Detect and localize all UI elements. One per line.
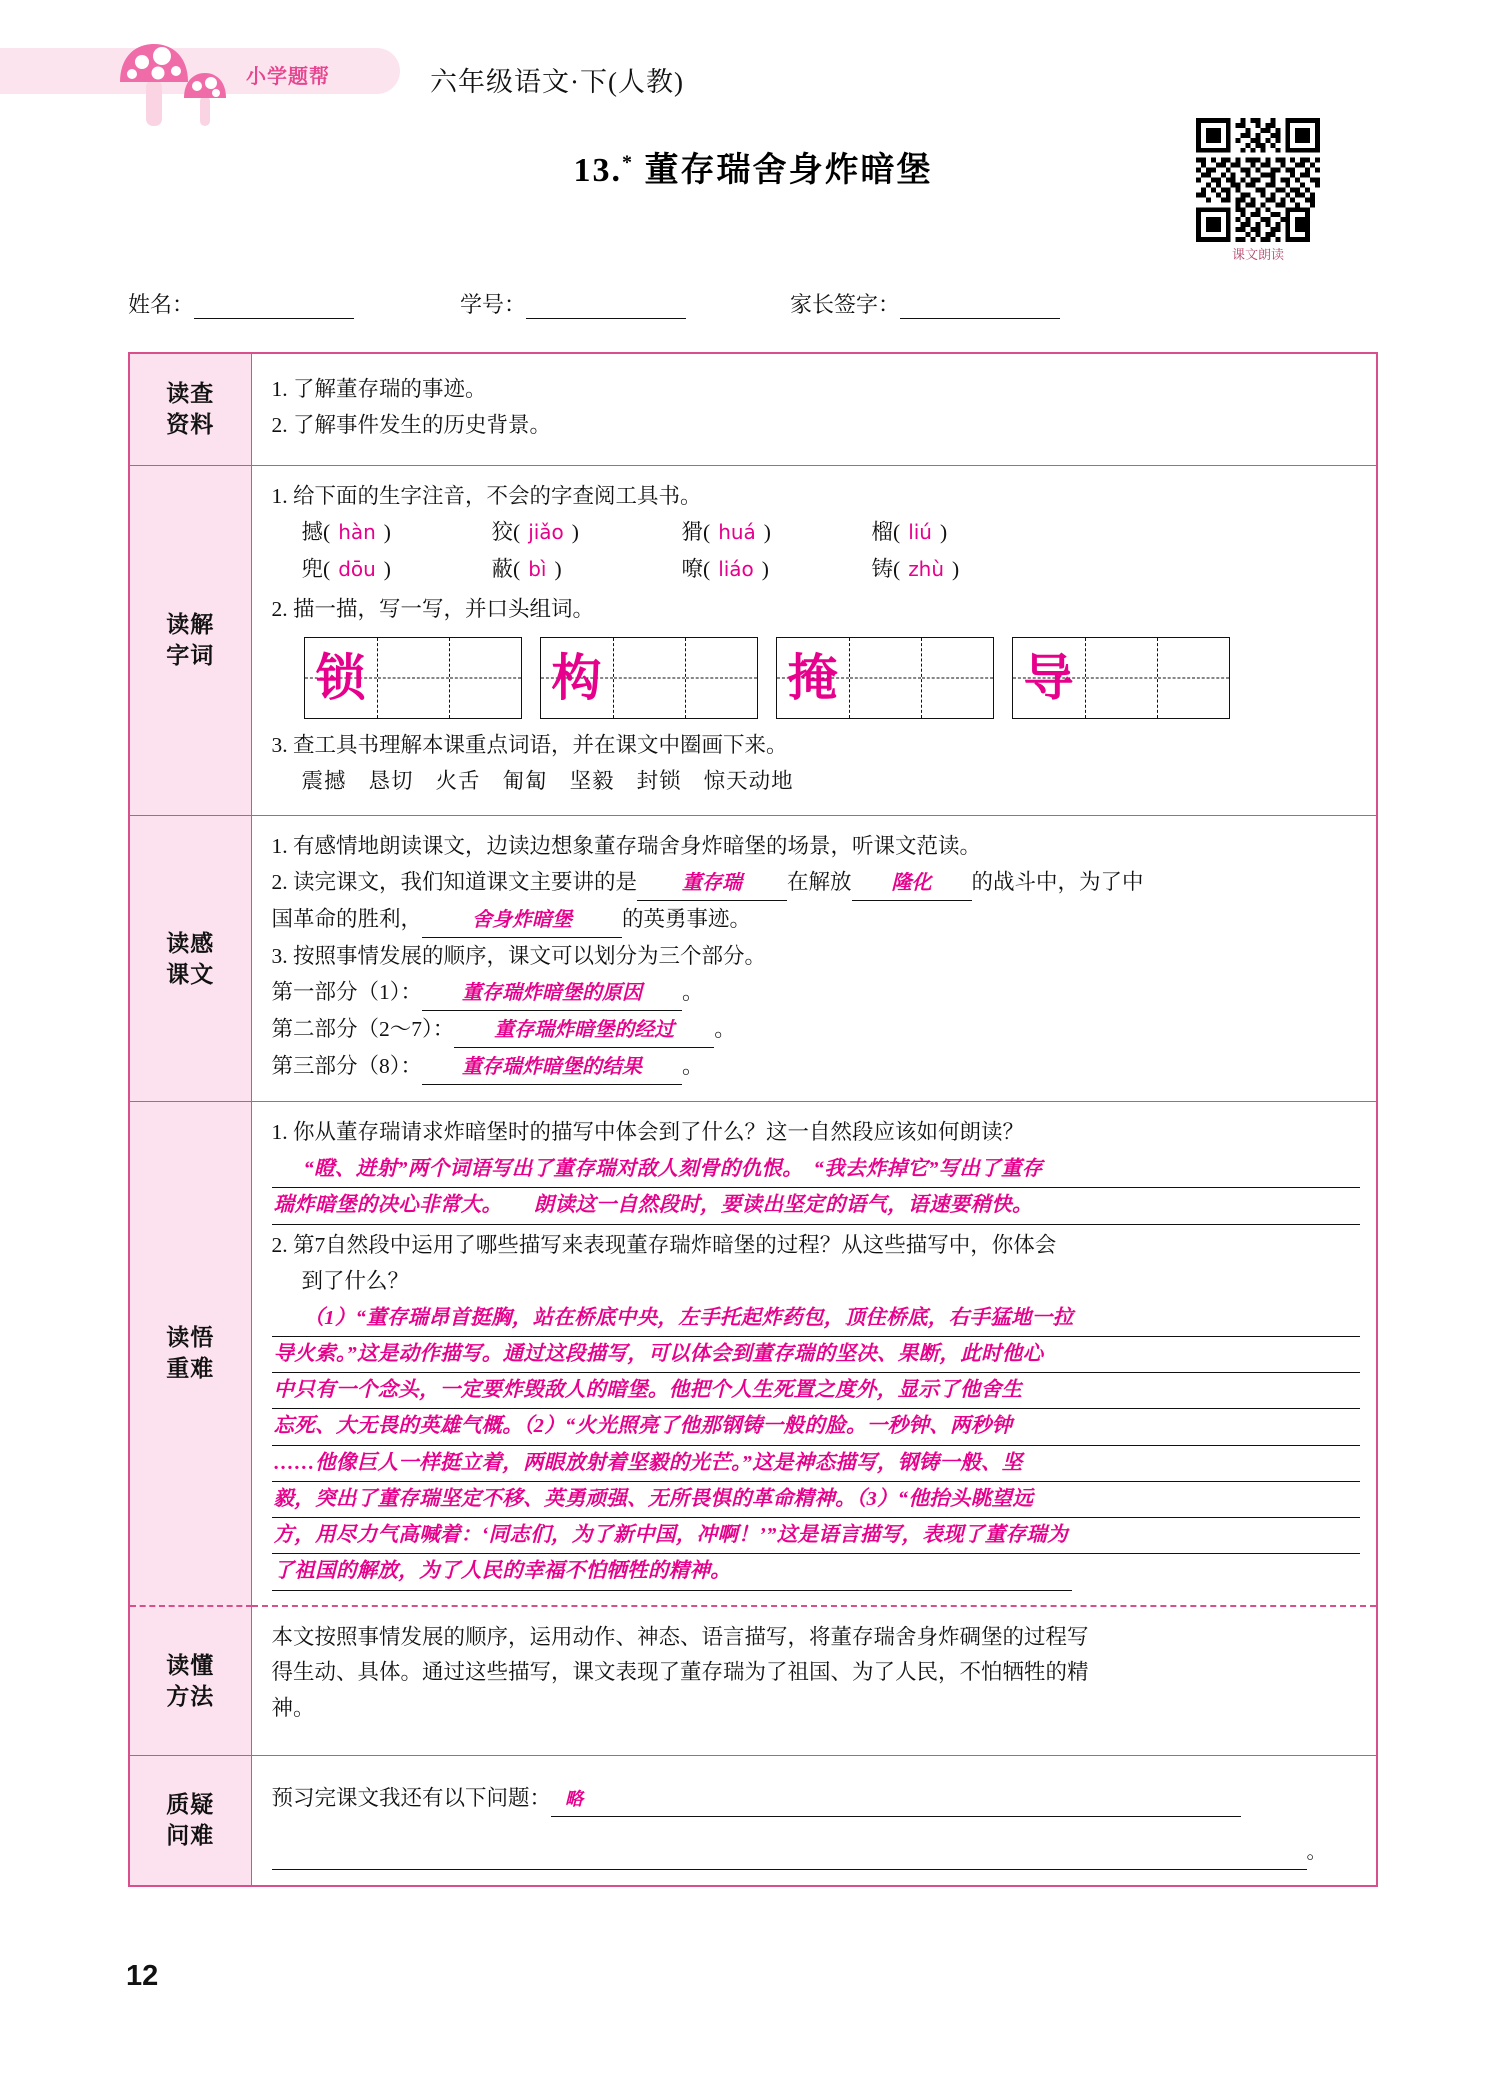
answer-blank[interactable] (422, 903, 622, 938)
label-line-1: 读感 (166, 929, 215, 956)
tianzige-box[interactable] (304, 637, 522, 719)
pinyin-item[interactable]: 蔽( bì ) (491, 557, 562, 582)
tianzige-cell (377, 638, 449, 718)
tianzige-cell (1085, 638, 1157, 718)
tianzige-cell (541, 638, 613, 718)
part-tail: 。 (714, 1017, 736, 1042)
table-row (129, 1606, 1377, 1756)
mushroom-large-icon (118, 40, 190, 126)
answer-blank[interactable] (637, 866, 787, 901)
label-line-2: 字词 (166, 642, 215, 669)
label-line-2: 重难 (166, 1355, 215, 1382)
question-text: 2. 描一描，写一写，并口头组词。 (271, 597, 595, 622)
handwritten-answer-line[interactable]: 瑞炸暗堡的决心非常大。 朗读这一自然段时，要读出坚定的语气，语速要稍快。 (272, 1188, 1361, 1224)
label-line-2: 问难 (166, 1822, 215, 1849)
section-label-reading-feel (129, 816, 251, 1102)
hanzi: 蔽 (491, 557, 514, 582)
table-row (129, 1756, 1377, 1886)
label-line-2: 方法 (166, 1682, 215, 1709)
task-item: 2. 了解事件发生的历史背景。 (271, 413, 552, 438)
lesson-number: 13. (573, 152, 622, 189)
hanzi: 猾 (681, 520, 704, 545)
hanzi: 狡 (491, 520, 514, 545)
question-prompt: 预习完课文我还有以下问题： (271, 1786, 552, 1810)
tianzige-cell (613, 638, 685, 718)
part-tail: 。 (682, 1054, 704, 1079)
pinyin-item[interactable]: 嘹( liáo ) (681, 557, 769, 582)
hanzi: 嘹 (681, 557, 704, 582)
pinyin-answer: dōu (338, 557, 376, 582)
handwritten-answer-line[interactable]: 忘死、大无畏的英雄气概。（2）“火光照亮了他那钢铸一般的脸。一秒钟、两秒钟 (272, 1409, 1361, 1445)
answer-text: 董存瑞 (682, 872, 743, 895)
page-number: 12 (126, 1960, 159, 1992)
name-field[interactable] (128, 288, 354, 319)
pinyin-item[interactable]: 榴( liú ) (871, 520, 948, 545)
question-part: 的英勇事迹。 (622, 907, 752, 932)
tianzige-cell (1157, 638, 1229, 718)
section-body-vocabulary (251, 465, 1377, 816)
section-label-vocabulary (129, 465, 251, 816)
handwritten-answer-line[interactable]: 毅，突出了董存瑞坚定不移、英勇顽强、无所畏惧的革命精神。（3）“他抬头眺望远 (272, 1482, 1361, 1518)
question-text: 3. 按照事情发展的顺序，课文可以划分为三个部分。 (271, 944, 767, 969)
pinyin-answer: bì (528, 557, 547, 582)
question-part: 的战斗中，为了中 (971, 870, 1144, 895)
tianzige-cell (921, 638, 993, 718)
name-input-line[interactable] (194, 292, 354, 319)
question-text-cont: 到了什么？ (301, 1268, 410, 1293)
fill-in-question-cont (272, 903, 1361, 938)
part-label: 第一部分（1）： (271, 980, 423, 1005)
table-row (129, 465, 1377, 816)
key-word: 火舌 (435, 769, 481, 794)
answer-text: 隆化 (891, 872, 932, 895)
hanzi: 榴 (871, 520, 894, 545)
section-body-key-points (251, 1102, 1377, 1606)
handwritten-answer-line[interactable]: 了祖国的解放，为了人民的幸福不怕牺牲的精神。 (272, 1554, 1072, 1590)
method-line: 得生动、具体。通过这些描写，课文表现了董存瑞为了祖国、为了人民，不怕牺牲的精 (271, 1660, 1089, 1685)
label-line-1: 读解 (166, 611, 215, 638)
pinyin-row-1 (272, 516, 1361, 550)
name-label: 姓名： (128, 292, 195, 317)
section-label-reading-research (129, 353, 251, 465)
section-body-reading-research (251, 353, 1377, 465)
section-body-questions (251, 1756, 1377, 1886)
section-label-questions (129, 1756, 251, 1886)
book-title: 六年级语文·下(人教) (430, 67, 684, 97)
pinyin-answer: liú (908, 520, 932, 545)
key-word: 封锁 (636, 769, 682, 794)
question-part: 2. 读完课文，我们知道课文主要讲的是 (271, 870, 638, 895)
pinyin-answer: zhù (908, 557, 945, 582)
tianzige-cell (1013, 638, 1085, 718)
tianzige-cell (777, 638, 849, 718)
task-item: 1. 了解董存瑞的事迹。 (271, 377, 487, 402)
pinyin-answer: liáo (718, 557, 754, 582)
question-prompt-row (272, 1782, 1361, 1817)
trace-char: 掩 (787, 649, 838, 706)
trace-char: 构 (551, 649, 602, 706)
answer-text: 舍身炸暗堡 (472, 909, 573, 932)
student-id-label: 学号： (460, 292, 527, 317)
section-body-reading-feel (251, 816, 1377, 1102)
question-part: 在解放 (787, 870, 852, 895)
handwritten-answer-line[interactable]: （1）“董存瑞昂首挺胸，站在桥底中央，左手托起炸药包，顶住桥底，右手猛地一拉 (272, 1301, 1361, 1337)
pinyin-item[interactable]: 铸( zhù ) (871, 557, 960, 582)
method-line: 本文按照事情发展的顺序，运用动作、神态、语言描写，将董存瑞舍身炸碉堡的过程写 (271, 1624, 1089, 1649)
label-line-1: 质疑 (166, 1791, 215, 1818)
hanzi: 铸 (871, 557, 894, 582)
trace-char: 导 (1023, 649, 1074, 706)
question-text: 2. 第7自然段中运用了哪些描写来表现董存瑞炸暗堡的过程？从这些描写中，你体会 (271, 1232, 1057, 1257)
parent-signature-label: 家长签字： (790, 292, 901, 317)
question-text: 3. 查工具书理解本课重点词语，并在课文中圈画下来。 (271, 733, 788, 758)
answer-text: 董存瑞炸暗堡的经过 (494, 1019, 675, 1042)
question-blank-row-2[interactable] (272, 1835, 1361, 1870)
pinyin-item[interactable]: 兜( dōu ) (301, 557, 391, 582)
table-row (129, 353, 1377, 465)
tianzige-cell (849, 638, 921, 718)
pinyin-row-2 (272, 553, 1361, 587)
pinyin-item[interactable]: 狡( jiǎo ) (491, 520, 579, 545)
key-word: 震撼 (301, 769, 347, 794)
hanzi: 兜 (301, 557, 324, 582)
student-info-row (0, 288, 1506, 328)
question-text: 1. 有感情地朗读课文，边读边想象董存瑞舍身炸暗堡的场景，听课文范读。 (271, 834, 982, 859)
hanzi: 撼 (301, 520, 324, 545)
part-label: 第三部分（8）： (271, 1054, 423, 1079)
qr-code-glyph (1196, 118, 1320, 242)
answer-text: 董存瑞炸暗堡的结果 (462, 1056, 643, 1079)
key-word: 坚毅 (569, 769, 615, 794)
label-line-1: 读查 (166, 380, 215, 407)
tianzige-box[interactable] (1012, 637, 1230, 719)
answer-blank[interactable] (272, 1835, 1307, 1870)
trace-char: 锁 (315, 649, 366, 706)
handwritten-answer-line[interactable]: ……他像巨人一样挺立着，两眼放射着坚毅的光芒。”这是神态描写，钢铸一般、坚 (272, 1446, 1361, 1482)
label-line-2: 资料 (166, 411, 215, 438)
answer-blank[interactable] (454, 1013, 714, 1048)
student-id-field[interactable] (460, 288, 686, 319)
handwritten-answer-line[interactable]: 方，用尽力气高喊着：‘同志们，为了新中国，冲啊！’”这是语言描写，表现了董存瑞为 (272, 1518, 1361, 1554)
section-label-key-points (129, 1102, 251, 1606)
handwritten-answer-line[interactable]: 导火索。”这是动作描写。通过这段描写，可以体会到董存瑞的坚决、果断，此时他心 (272, 1337, 1361, 1373)
part-tail: 。 (682, 980, 704, 1005)
brand-label: 小学题帮 (246, 66, 330, 88)
answer-blank[interactable] (852, 866, 972, 901)
pinyin-answer: hàn (338, 520, 376, 545)
answer-blank[interactable] (422, 1050, 682, 1085)
key-word-list (272, 765, 1361, 799)
tianzige-cell (685, 638, 757, 718)
part-division-item (272, 1013, 1361, 1048)
answer-blank[interactable] (551, 1782, 1241, 1817)
handwritten-answer-line[interactable]: 中只有一个念头，一定要炸毁敌人的暗堡。他把个人生死置之度外，显示了他舍生 (272, 1373, 1361, 1409)
label-line-1: 读悟 (166, 1324, 215, 1351)
answer-text: 董存瑞炸暗堡的原因 (462, 982, 643, 1005)
fill-in-question (272, 866, 1361, 901)
qr-code-icon[interactable] (1196, 118, 1320, 242)
tianzige-cell (305, 638, 377, 718)
parent-signature-field[interactable] (790, 288, 1060, 319)
question-text: 1. 你从董存瑞请求炸暗堡时的描写中体会到了什么？这一自然段应该如何朗读？ (271, 1120, 1025, 1145)
tianzige-box[interactable] (776, 637, 994, 719)
pinyin-answer: huá (718, 520, 756, 545)
section-label-method (129, 1606, 251, 1756)
answer-text: 略 (565, 1789, 584, 1809)
end-mark: 。 (1306, 1840, 1327, 1863)
worksheet-table (128, 352, 1378, 1887)
part-division-item (272, 976, 1361, 1011)
lesson-title-text: 董存瑞舍身炸暗堡 (644, 152, 933, 189)
section-body-method (251, 1606, 1377, 1756)
pinyin-answer: jiǎo (528, 520, 564, 545)
student-id-input-line[interactable] (526, 292, 686, 319)
mushroom-small-icon (182, 70, 228, 126)
part-label: 第二部分（2～7）： (271, 1017, 455, 1042)
lesson-star: * (622, 151, 634, 174)
label-line-2: 课文 (166, 960, 215, 987)
part-division-item (272, 1050, 1361, 1085)
qr-caption: 课文朗读 (1231, 247, 1284, 262)
answer-blank[interactable] (422, 976, 682, 1011)
key-word: 惊天动地 (703, 769, 794, 794)
table-row (129, 1102, 1377, 1606)
key-word: 恳切 (368, 769, 414, 794)
label-line-1: 读懂 (166, 1651, 215, 1678)
tianzige-cell (449, 638, 521, 718)
character-practice-grids (272, 637, 1361, 719)
question-text: 1. 给下面的生字注音，不会的字查阅工具书。 (271, 483, 702, 508)
table-row (129, 816, 1377, 1102)
pinyin-item[interactable]: 撼( hàn ) (301, 520, 391, 545)
method-line: 神。 (271, 1696, 315, 1721)
question-part: 国革命的胜利， (271, 907, 423, 932)
parent-signature-input-line[interactable] (900, 292, 1060, 319)
handwritten-answer-line[interactable]: “瞪、迸射”两个词语写出了董存瑞对敌人刻骨的仇恨。 “我去炸掉它”写出了董存 (272, 1152, 1361, 1188)
tianzige-box[interactable] (540, 637, 758, 719)
pinyin-item[interactable]: 猾( huá ) (681, 520, 771, 545)
key-word: 匍匐 (502, 769, 548, 794)
